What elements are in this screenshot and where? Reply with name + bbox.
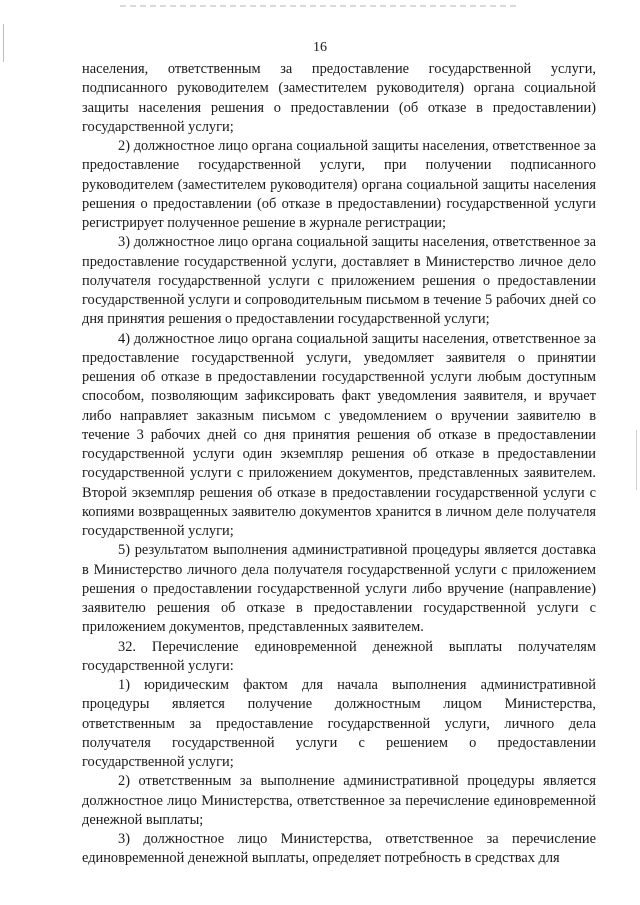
document-body xyxy=(82,60,596,869)
paragraph: 32. Перечисление единовременной денежной выплаты получателям государственной услуги: xyxy=(82,638,596,674)
paragraph: 2) должностное лицо органа социальной защиты населения, ответственное за предоставление государственной услуги, при получении подписанного руководителем (заместителем руководителя) органа социальной защиты населения решения о предоставлении (об отказе в предоставлении) государственной услуги регистрирует полученное решение в журнале регистрации; xyxy=(82,138,596,231)
scan-artifact-top xyxy=(120,5,520,7)
scan-artifact-right-edge xyxy=(636,430,637,490)
paragraph: 1) юридическим фактом для начала выполнения административной процедуры является получение должностным лицом Министерства, ответственным за предоставление государственной услуги, личного дела получателя государственной услуги с решением о предоставлении государственной услуги; xyxy=(82,677,596,770)
paragraph: 5) результатом выполнения административной процедуры является доставка в Министерство личного дела получателя государственной услуги с приложением решения о предоставлении государственной услуги либо вручение (направление) заявителю решения об отказе в предоставлении государственной услуги с приложением документов, представленных заявителем. xyxy=(82,542,596,636)
paragraph: 2) ответственным за выполнение административной процедуры является должностное лицо Министерства, ответственное за перечисление единовременной денежной выплаты; xyxy=(82,773,596,828)
paragraph: 4) должностное лицо органа социальной защиты населения, ответственное за предоставление государственной услуги, уведомляет заявителя о принятии решения об отказе в предоставлении государственной услуги любым доступным способом, позволяющим зафиксировать факт уведомления заявителя, и вручает либо направляет заказным письмом с уведомлением о вручении заявителю в течение 3 рабочих дней со дня принятия решения об отказе в предоставлении государственной услуги один экземпляр решения об отказе в предоставлении государственной услуги с приложением документов, представленных заявителем. Второй экземпляр решения об отказе в предоставлении государственной услуги с копиями возвращенных заявителю документов хранится в личном деле получателя государственной услуги; xyxy=(82,330,596,539)
paragraph: 3) должностное лицо Министерства, ответственное за перечисление единовременной денежной выплаты, определяет потребность в средствах для xyxy=(82,831,596,867)
paragraph: 3) должностное лицо органа социальной защиты населения, ответственное за предоставление государственной услуги, доставляет в Министерство личное дело получателя государственной услуги с приложением решения о предоставлении государственной услуги и сопроводительным письмом в течение 5 рабочих дней со дня принятия решения о предоставлении государственной услуги; xyxy=(82,234,596,328)
page-number: 16 xyxy=(313,40,327,55)
paragraph: населения, ответственным за предоставление государственной услуги, подписанного руководителем (заместителем руководителя) органа социальной защиты населения решения о предоставлении (об отказе в предоставлении) государственной услуги; xyxy=(82,61,596,135)
